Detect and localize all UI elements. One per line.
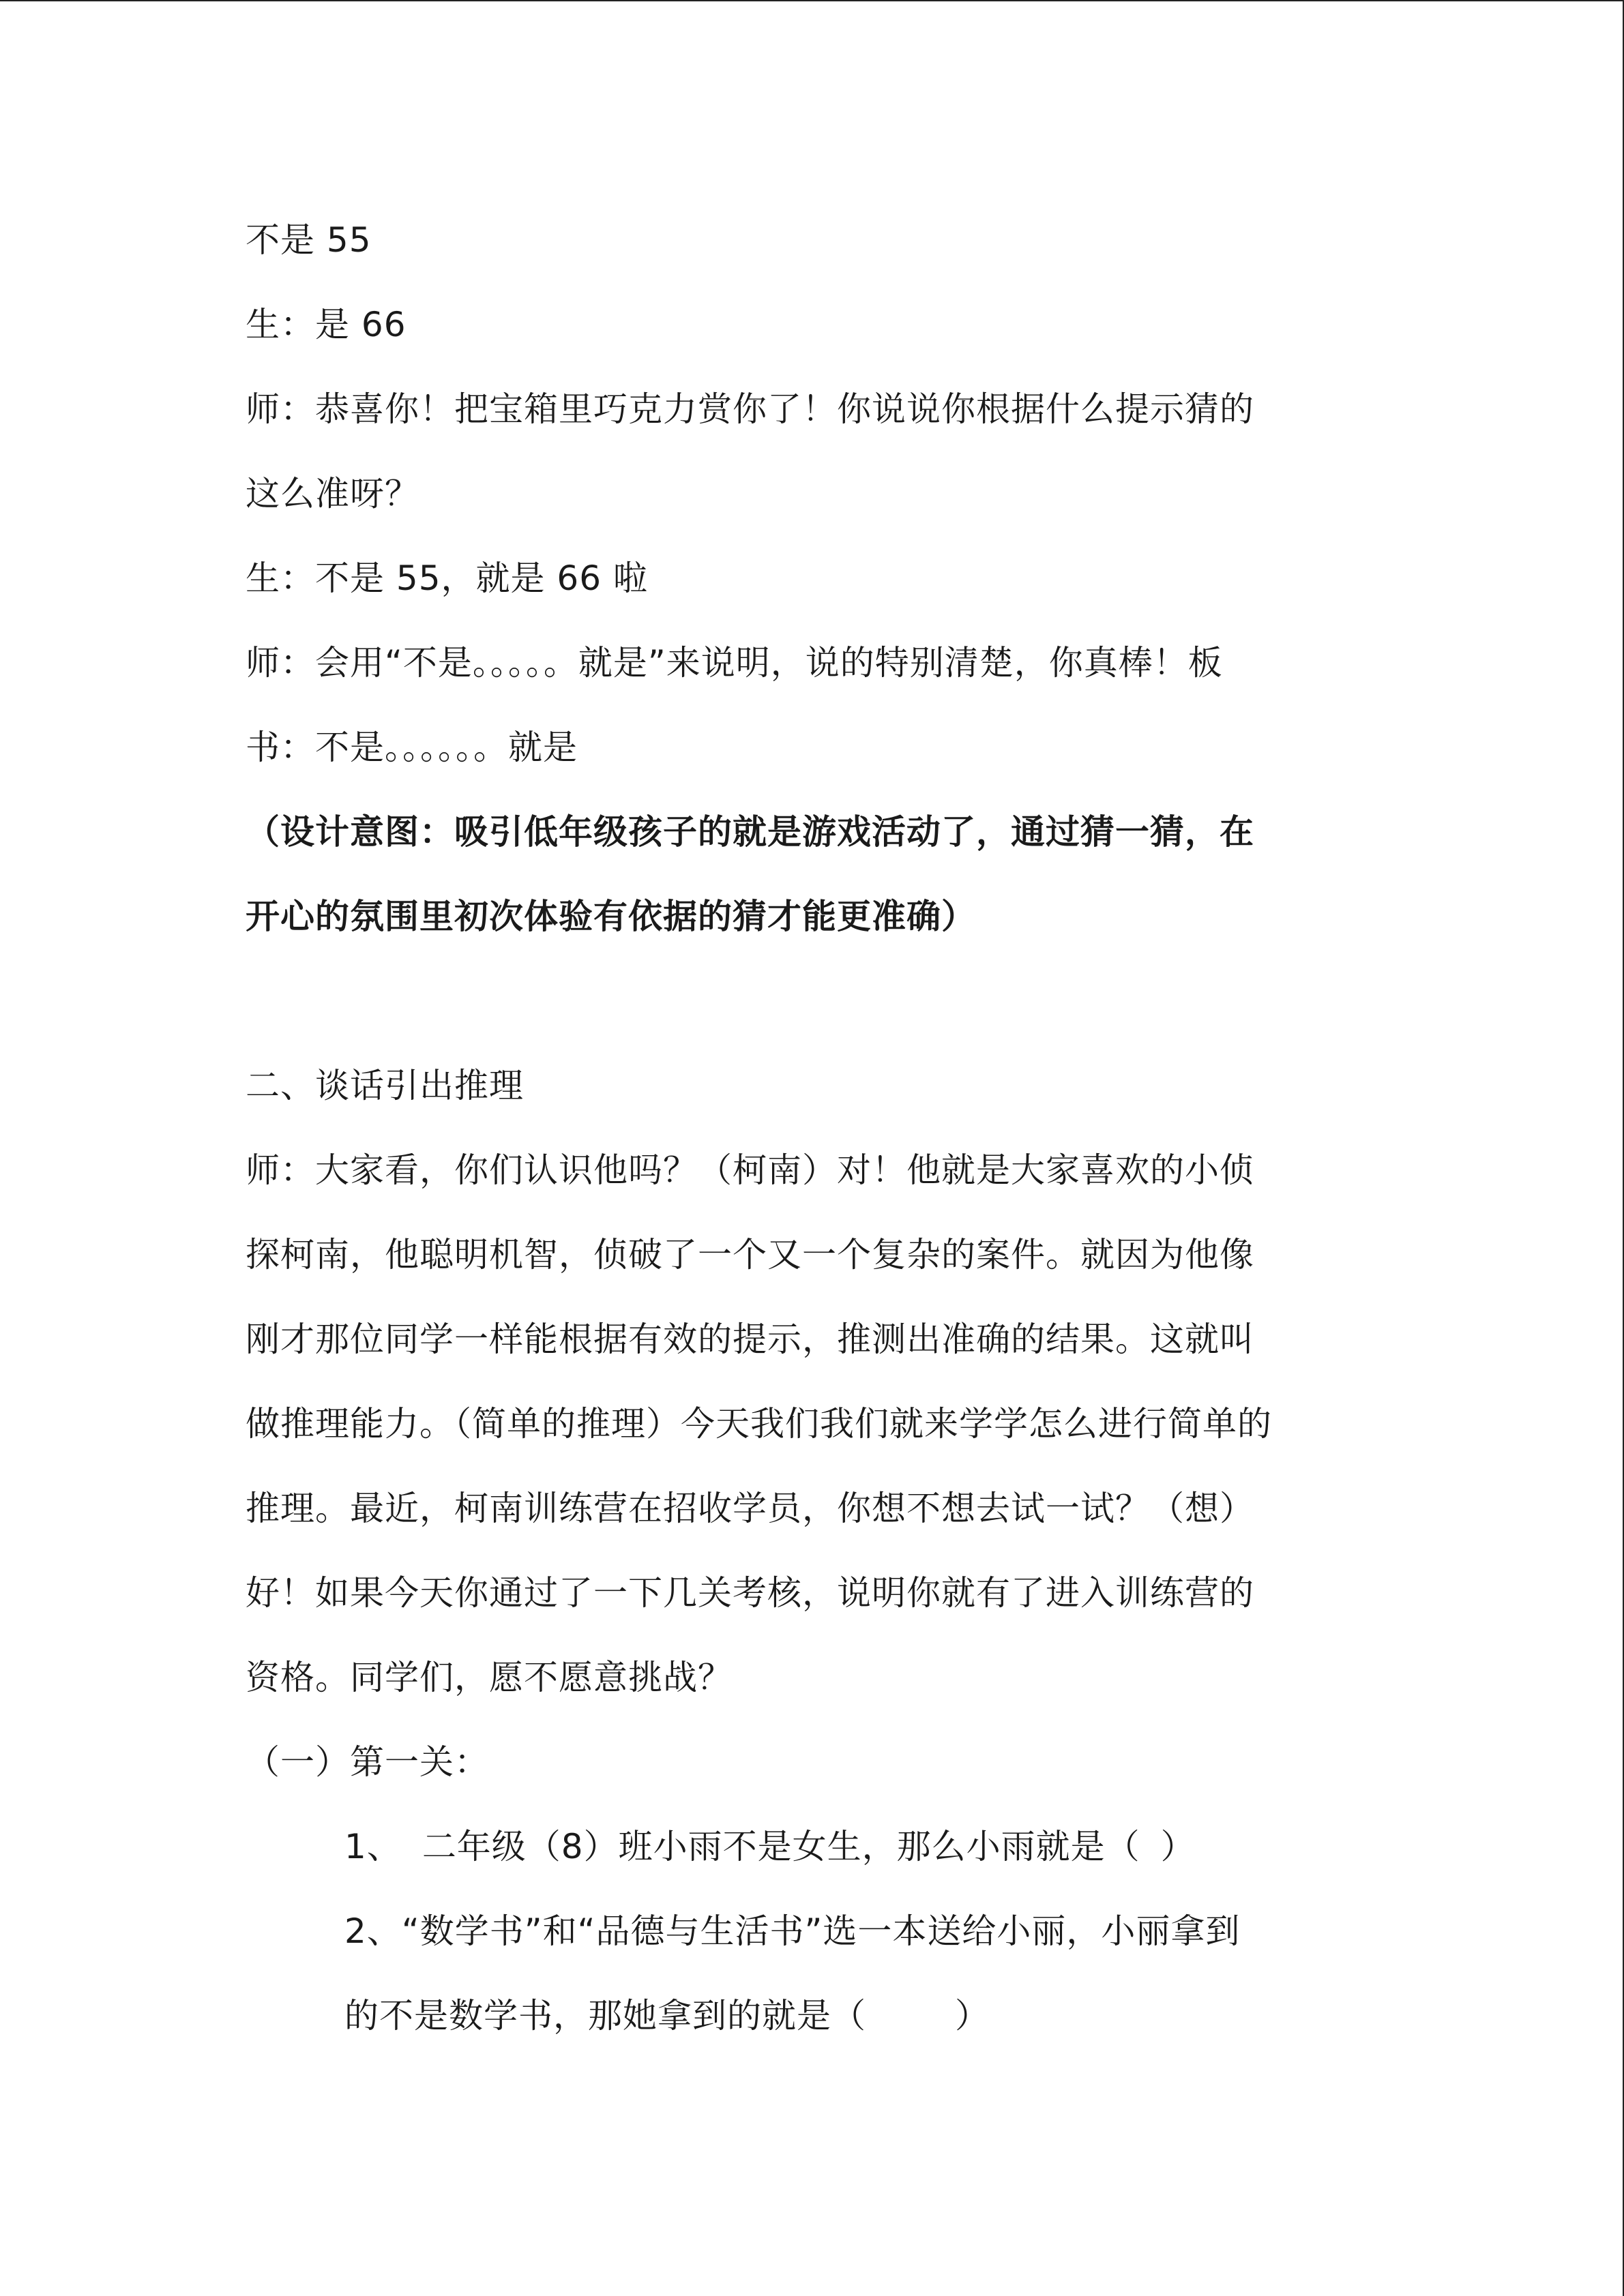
dialogue-line: 这么准呀？: [246, 474, 419, 513]
paragraph-line: 好！如果今天你通过了一下几关考核，说明你就有了进入训练营的: [246, 1573, 1254, 1613]
question-text: 二年级（8）班小雨不是女生，那么小雨就是（: [422, 1827, 1140, 1866]
question-number: 1、: [344, 1827, 402, 1866]
paragraph-line: 资格。同学们，愿不愿意挑战？: [246, 1658, 733, 1697]
dialogue-line: 不是 55: [246, 220, 372, 260]
paragraph-line: 刚才那位同学一样能根据有效的提示，推测出准确的结果。这就叫: [246, 1320, 1254, 1359]
question-item: [246, 1889, 1378, 1973]
question-close-paren: ）: [955, 1996, 990, 2036]
paragraph-line: 做推理能力。（简单的推理）今天我们我们就来学学怎么进行简单的: [246, 1404, 1272, 1444]
question-spacer: [402, 1804, 422, 1889]
question-number: 2、: [344, 1911, 402, 1951]
design-intent-line: 开心的氛围里初次体验有依据的猜才能更准确）: [246, 897, 976, 936]
document-body: [246, 198, 1378, 2058]
question-item: [246, 1804, 1378, 1889]
question-text-continued: 的不是数学书，那她拿到的就是（: [344, 1996, 866, 2036]
dialogue-line: 书：不是。。。。。。就是: [246, 728, 578, 767]
question-text: “数学书”和“品德与生活书”选一本送给小丽，小丽拿到: [401, 1911, 1241, 1951]
paragraph-line: 推理。最近，柯南训练营在招收学员，你想不想去试一试？（想）: [246, 1489, 1254, 1528]
design-intent-line: （设计意图：吸引低年级孩子的就是游戏活动了，通过猜一猜，在: [246, 812, 1254, 852]
dialogue-line: 生：不是 55，就是 66 啦: [246, 558, 648, 598]
dialogue-line: 生：是 66: [246, 305, 407, 344]
paragraph-line: 探柯南，他聪明机智，侦破了一个又一个复杂的案件。就因为他像: [246, 1235, 1254, 1274]
dialogue-line: 师：恭喜你！把宝箱里巧克力赏你了！你说说你根据什么提示猜的: [246, 389, 1254, 429]
question-continuation: [246, 1973, 1378, 2058]
answer-blank: [866, 1973, 955, 2058]
blank-line: [246, 959, 1378, 1043]
question-close-paren: ）: [1160, 1827, 1196, 1866]
level-title: （一）第一关：: [246, 1742, 489, 1782]
answer-blank: [1140, 1804, 1161, 1889]
section-title: 二、谈话引出推理: [246, 1066, 524, 1105]
paragraph-line: 师：大家看，你们认识他吗？（柯南）对！他就是大家喜欢的小侦: [246, 1150, 1254, 1190]
dialogue-line: 师：会用“不是。。。。。就是”来说明，说的特别清楚，你真棒！板: [246, 643, 1223, 683]
